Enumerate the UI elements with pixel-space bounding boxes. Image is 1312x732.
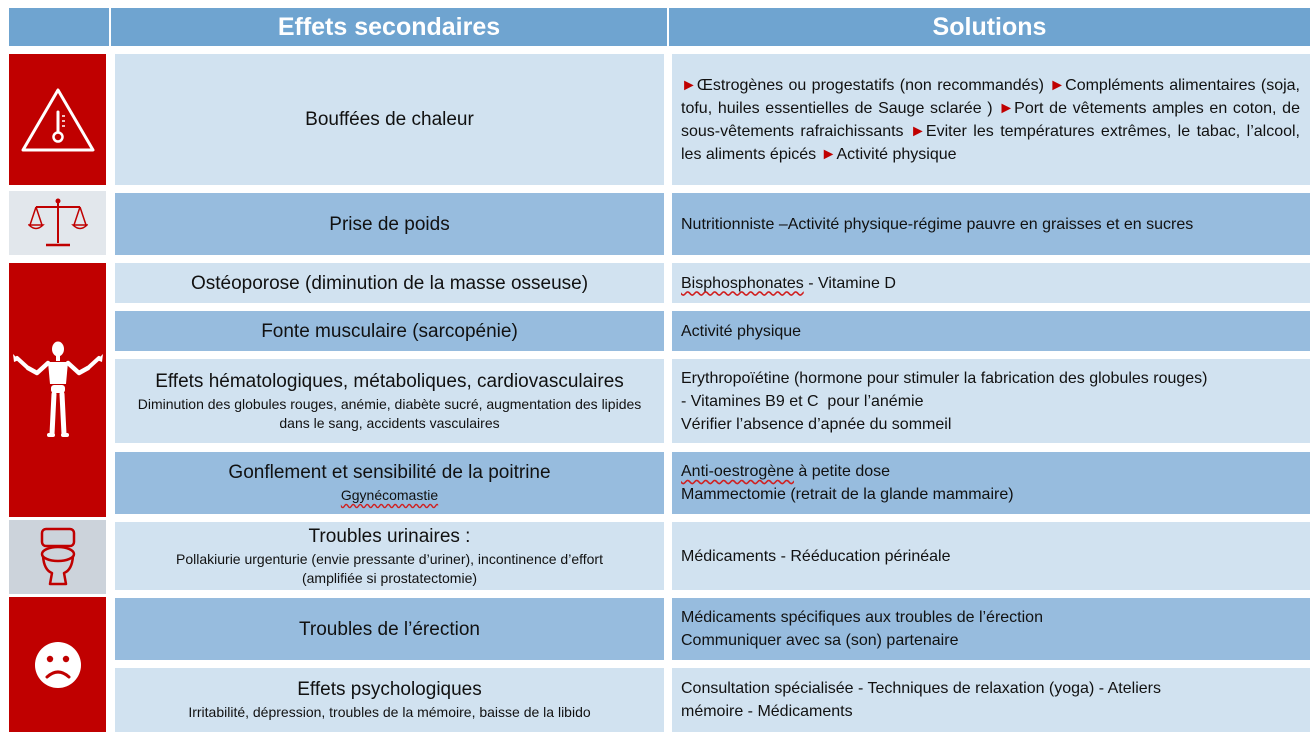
effect-row-4 bbox=[115, 311, 664, 351]
solution-row-1 bbox=[672, 54, 1310, 185]
icon-cell-psych bbox=[9, 597, 106, 732]
effect-title: Troubles urinaires : bbox=[308, 525, 471, 547]
solution-line-3: Vérifier l’absence d’apnée du sommeil bbox=[681, 415, 952, 433]
solution-row-5 bbox=[672, 359, 1310, 443]
effect-title: Ostéoporose (diminution de la masse osseuse) bbox=[190, 272, 589, 294]
icon-cell-urinary bbox=[9, 520, 106, 594]
solution-row-8 bbox=[672, 598, 1310, 660]
solution-line-1: Erythropoïétine (hormone pour stimuler la fabrication des globules rouges) bbox=[681, 369, 1208, 387]
effect-subtitle: Ggynécomastie bbox=[340, 487, 439, 503]
effect-row-7 bbox=[115, 522, 664, 590]
header-solutions: Solutions bbox=[669, 8, 1310, 46]
effect-title: Bouffées de chaleur bbox=[305, 109, 474, 130]
solution-text: ►Œstrogènes ou progestatifs (non recommandés) ►Compléments alimentaires (soja, tofu, huiles essentielles de Sauge sclarée ) ►Port de vêtements amples en coton, de sous-vêtements rafraichissants ►Eviter les températures extrêmes, le tabac, l’alcool, les aliments épicés ►Activité physique bbox=[681, 76, 1301, 163]
solution-row-4 bbox=[672, 311, 1310, 351]
solution-line-1: Anti-oestrogène à petite dose bbox=[681, 463, 891, 480]
effect-title: Troubles de l’érection bbox=[299, 618, 480, 640]
effect-subtitle: Irritabilité, dépression, troubles de la mémoire, baisse de la libido bbox=[188, 704, 591, 720]
solution-text: Bisphosphonates - Vitamine D bbox=[681, 274, 896, 292]
solution-line-2: mémoire - Médicaments bbox=[681, 703, 853, 720]
wooden-mannequin-icon bbox=[11, 340, 105, 440]
solution-line-2: Communiquer avec sa (son) partenaire bbox=[681, 632, 959, 649]
effect-title: Effets hématologiques, métaboliques, cardiovasculaires bbox=[155, 370, 624, 392]
effect-row-1 bbox=[115, 54, 664, 185]
solution-line-1: Médicaments spécifiques aux troubles de l’érection bbox=[681, 609, 1043, 626]
effect-title: Effets psychologiques bbox=[297, 679, 482, 700]
effect-title: Gonflement et sensibilité de la poitrine bbox=[228, 462, 551, 483]
sad-face-icon bbox=[33, 640, 83, 690]
solution-line-2: Mammectomie (retrait de la glande mammaire) bbox=[681, 486, 1014, 503]
effect-row-5 bbox=[115, 359, 664, 443]
effect-subtitle: Diminution des globules rouges, anémie, diabète sucré, augmentation des lipides dans le sang, accidents vasculaires bbox=[137, 395, 642, 431]
effect-subtitle: Pollakiurie urgenturie (envie pressante d’uriner), incontinence d’effort (amplifiée si prostatectomie) bbox=[176, 550, 603, 586]
effect-title: Prise de poids bbox=[329, 213, 450, 235]
header-corner bbox=[9, 8, 109, 46]
icon-cell-hot-flashes bbox=[9, 54, 106, 185]
effect-row-3 bbox=[115, 263, 664, 303]
solution-row-3 bbox=[672, 263, 1310, 303]
effect-title: Fonte musculaire (sarcopénie) bbox=[261, 320, 518, 342]
effect-row-6 bbox=[115, 452, 664, 514]
effect-row-9 bbox=[115, 668, 664, 732]
solution-row-7 bbox=[672, 522, 1310, 590]
solution-text: Nutritionniste –Activité physique-régime pauvre en graisses et en sucres bbox=[681, 215, 1194, 233]
solution-row-9 bbox=[672, 668, 1310, 732]
icon-cell-weight bbox=[9, 191, 106, 255]
solution-text: Activité physique bbox=[681, 322, 802, 340]
solution-row-2 bbox=[672, 193, 1310, 255]
icon-cell-body bbox=[9, 263, 106, 517]
header-effects: Effets secondaires bbox=[111, 8, 667, 46]
solution-text: Médicaments - Rééducation périnéale bbox=[681, 547, 951, 565]
balance-scale-icon bbox=[28, 195, 88, 251]
warning-thermometer-icon bbox=[19, 86, 97, 154]
effect-row-2 bbox=[115, 193, 664, 255]
solution-line-2: - Vitamines B9 et C pour l’anémie bbox=[681, 392, 924, 410]
solution-line-1: Consultation spécialisée - Techniques de relaxation (yoga) - Ateliers bbox=[681, 680, 1161, 697]
solution-row-6 bbox=[672, 452, 1310, 514]
toilet-icon bbox=[38, 526, 78, 588]
effect-row-8 bbox=[115, 598, 664, 660]
